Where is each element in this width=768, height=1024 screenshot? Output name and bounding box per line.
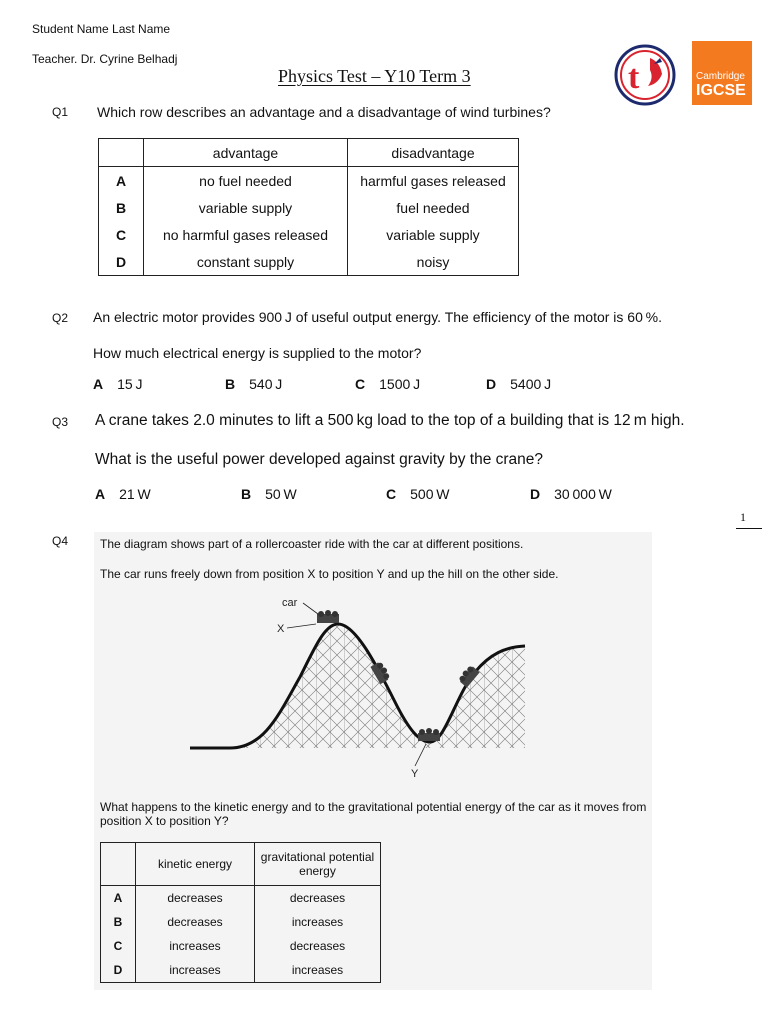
- q2-number: Q2: [52, 311, 69, 325]
- page-title: Physics Test – Y10 Term 3: [278, 66, 471, 86]
- option-key: C: [99, 221, 144, 248]
- q4-cell-ke: increases: [136, 958, 255, 983]
- q2-option-c: [355, 376, 420, 392]
- q1-table: [98, 138, 519, 276]
- option-key: D: [486, 376, 497, 392]
- q1-row-a: [99, 167, 519, 195]
- q2-text: An electric motor provides 900 J of useful output energy. The efficiency of the motor is 60 %.: [93, 309, 663, 325]
- option-value: 50 W: [265, 486, 297, 502]
- q1-text: Which row describes an advantage and a disadvantage of wind turbines?: [97, 104, 551, 120]
- option-value: 15 J: [117, 376, 143, 392]
- q3-subtext: What is the useful power developed against gravity by the crane?: [95, 451, 544, 468]
- q4-cell-gpe: increases: [255, 958, 381, 983]
- q4-cell-gpe: decreases: [255, 886, 381, 911]
- car-at-x: [317, 610, 339, 623]
- label-car-leader: [303, 603, 318, 614]
- cambridge-logo-line2: IGCSE: [696, 82, 746, 99]
- option-key: B: [241, 486, 252, 502]
- option-value: 30 000 W: [554, 486, 612, 502]
- page-number-rule: [736, 528, 762, 529]
- car-at-y: [418, 728, 440, 741]
- option-key: A: [93, 376, 104, 392]
- q4-header-gpe: gravitational potential energy: [255, 843, 381, 886]
- q4-number: Q4: [52, 534, 69, 548]
- q4-row-c: [101, 934, 381, 958]
- q4-cell-ke: decreases: [136, 886, 255, 911]
- q4-cell-ke: decreases: [136, 910, 255, 934]
- q3-option-b: [241, 486, 297, 502]
- q1-cell-advantage: no harmful gases released: [144, 221, 348, 248]
- track-support: [190, 624, 525, 748]
- q1-header-disadvantage: disadvantage: [348, 139, 519, 167]
- q4-row-d: [101, 958, 381, 983]
- option-key: B: [225, 376, 236, 392]
- option-value: 21 W: [119, 486, 151, 502]
- option-key: D: [99, 248, 144, 276]
- label-y: Y: [411, 768, 419, 780]
- option-key: A: [95, 486, 106, 502]
- q1-row-c: [99, 221, 519, 248]
- q4-row-a: [101, 886, 381, 911]
- q1-cell-disadvantage: harmful gases released: [348, 167, 519, 195]
- option-key: A: [101, 886, 136, 911]
- q2-option-d: [486, 376, 551, 392]
- option-key: C: [101, 934, 136, 958]
- q1-cell-advantage: variable supply: [144, 194, 348, 221]
- q1-number: Q1: [52, 105, 69, 119]
- q4-table-header: [101, 843, 381, 886]
- q1-header-advantage: advantage: [144, 139, 348, 167]
- school-logo: [614, 44, 676, 111]
- option-key: C: [355, 376, 366, 392]
- q3-option-d: [530, 486, 612, 502]
- option-key: B: [99, 194, 144, 221]
- option-key: B: [101, 910, 136, 934]
- q2-option-a: [93, 376, 143, 392]
- option-value: 5400 J: [510, 376, 552, 392]
- q3-option-a: [95, 486, 151, 502]
- q1-cell-advantage: no fuel needed: [144, 167, 348, 195]
- option-value: 1500 J: [379, 376, 421, 392]
- option-key: D: [101, 958, 136, 983]
- student-name: Student Name Last Name: [32, 22, 171, 36]
- page-number: 1: [740, 510, 746, 524]
- option-value: 540 J: [249, 376, 283, 392]
- label-x-leader: [287, 624, 316, 628]
- q4-text1: The diagram shows part of a rollercoaster ride with the car at different positions.: [100, 537, 524, 551]
- option-key: A: [99, 167, 144, 195]
- q4-cell-gpe: decreases: [255, 934, 381, 958]
- q4-question: What happens to the kinetic energy and to the gravitational potential energy of the car as it moves from position X to position Y?: [100, 800, 647, 828]
- cambridge-igcse-logo: [692, 41, 752, 105]
- q1-row-d: [99, 248, 519, 276]
- option-key: D: [530, 486, 541, 502]
- q1-cell-disadvantage: noisy: [348, 248, 519, 276]
- q1-row-b: [99, 194, 519, 221]
- q1-table-header: [99, 139, 519, 167]
- q4-table: [100, 842, 381, 983]
- cambridge-logo-line1: Cambridge: [696, 71, 745, 82]
- option-key: C: [386, 486, 397, 502]
- q1-cell-disadvantage: variable supply: [348, 221, 519, 248]
- q4-cell-ke: increases: [136, 934, 255, 958]
- teacher-name: Teacher. Dr. Cyrine Belhadj: [32, 52, 178, 66]
- q4-text2: The car runs freely down from position X to position Y and up the hill on the other side.: [100, 567, 559, 581]
- rollercoaster-diagram: [190, 592, 530, 787]
- q4-cell-gpe: increases: [255, 910, 381, 934]
- q4-header-ke: kinetic energy: [136, 843, 255, 886]
- school-logo-letter: t: [628, 59, 640, 96]
- option-value: 500 W: [410, 486, 450, 502]
- q1-cell-advantage: constant supply: [144, 248, 348, 276]
- q3-number: Q3: [52, 415, 69, 429]
- q1-cell-disadvantage: fuel needed: [348, 194, 519, 221]
- q3-text: A crane takes 2.0 minutes to lift a 500 kg load to the top of a building that is 12 m high.: [95, 412, 685, 429]
- q4-row-b: [101, 910, 381, 934]
- q3-option-c: [386, 486, 450, 502]
- label-x: X: [277, 623, 285, 635]
- q2-subtext: How much electrical energy is supplied to the motor?: [93, 345, 422, 361]
- label-car: car: [282, 597, 298, 609]
- q2-option-b: [225, 376, 282, 392]
